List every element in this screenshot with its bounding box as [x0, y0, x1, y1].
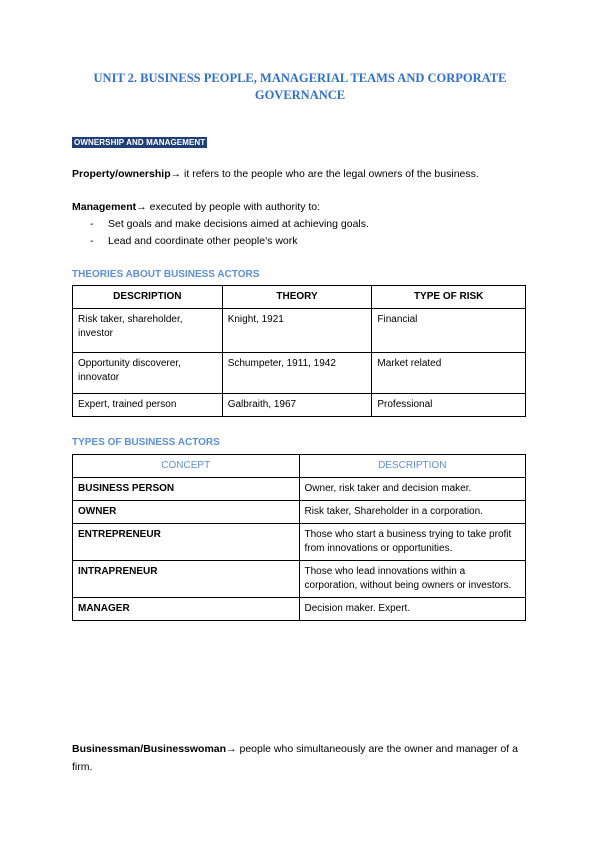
table-cell: Schumpeter, 1911, 1942 — [222, 353, 372, 394]
arrow-icon: → — [136, 201, 147, 213]
table-cell: MANAGER — [73, 598, 300, 621]
table-row — [73, 394, 526, 417]
theories-heading: THEORIES ABOUT BUSINESS ACTORS — [72, 269, 260, 280]
column-header: DESCRIPTION — [73, 286, 223, 309]
column-header: TYPE OF RISK — [372, 286, 526, 309]
table-cell: BUSINESS PERSON — [73, 478, 300, 501]
table-row — [73, 598, 526, 621]
list-item: - Lead and coordinate other people’s work — [90, 233, 369, 250]
management-paragraph — [72, 200, 320, 214]
table-cell: Risk taker, Shareholder in a corporation. — [299, 501, 525, 524]
table-cell: Those who lead innovations within a corporation, without being owners or investors. — [299, 561, 525, 598]
table-cell: INTRAPRENEUR — [73, 561, 300, 598]
property-paragraph — [72, 167, 479, 181]
table-cell: Decision maker. Expert. — [299, 598, 525, 621]
businessman-paragraph — [72, 740, 532, 776]
arrow-icon: → — [226, 743, 237, 755]
table-cell: Expert, trained person — [73, 394, 223, 417]
table-cell: Risk taker, shareholder, investor — [73, 309, 223, 353]
table-row — [73, 561, 526, 598]
column-header: THEORY — [222, 286, 372, 309]
table-row — [73, 353, 526, 394]
page-title: UNIT 2. BUSINESS PEOPLE, MANAGERIAL TEAMS AND CORPORATE GOVERNANCE — [93, 71, 507, 102]
column-header: CONCEPT — [73, 455, 300, 478]
management-definition: executed by people with authority to: — [146, 201, 321, 213]
list-item: - Set goals and make decisions aimed at achieving goals. — [90, 216, 369, 233]
table-cell: Opportunity discoverer, innovator — [73, 353, 223, 394]
table-cell: Knight, 1921 — [222, 309, 372, 353]
theories-table — [72, 285, 526, 417]
types-table — [72, 454, 526, 621]
table-header-row — [73, 455, 526, 478]
table-cell: OWNER — [73, 501, 300, 524]
property-term: Property/ownership — [72, 168, 171, 180]
property-definition: it refers to the people who are the legal owners of the business. — [181, 168, 479, 180]
table-cell: Market related — [372, 353, 526, 394]
table-cell: Those who start a business trying to take profit from innovations or opportunities. — [299, 524, 525, 561]
section-heading-ownership: OWNERSHIP AND MANAGEMENT — [74, 138, 206, 147]
table-cell: Galbraith, 1967 — [222, 394, 372, 417]
table-cell: ENTREPRENEUR — [73, 524, 300, 561]
table-header-row — [73, 286, 526, 309]
businessman-term: Businessman/Businesswoman — [72, 743, 227, 755]
arrow-icon: → — [170, 168, 182, 180]
table-cell: Professional — [372, 394, 526, 417]
types-heading: TYPES OF BUSINESS ACTORS — [72, 437, 220, 448]
management-bullet-list — [90, 216, 369, 250]
table-cell: Owner, risk taker and decision maker. — [299, 478, 525, 501]
table-cell: Financial — [372, 309, 526, 353]
table-row — [73, 501, 526, 524]
table-row — [73, 478, 526, 501]
businessman-definition: people who simultaneously are the owner and manager of a firm. — [72, 743, 518, 773]
column-header: DESCRIPTION — [299, 455, 525, 478]
management-term: Management — [72, 201, 137, 213]
table-row — [73, 309, 526, 353]
table-row — [73, 524, 526, 561]
